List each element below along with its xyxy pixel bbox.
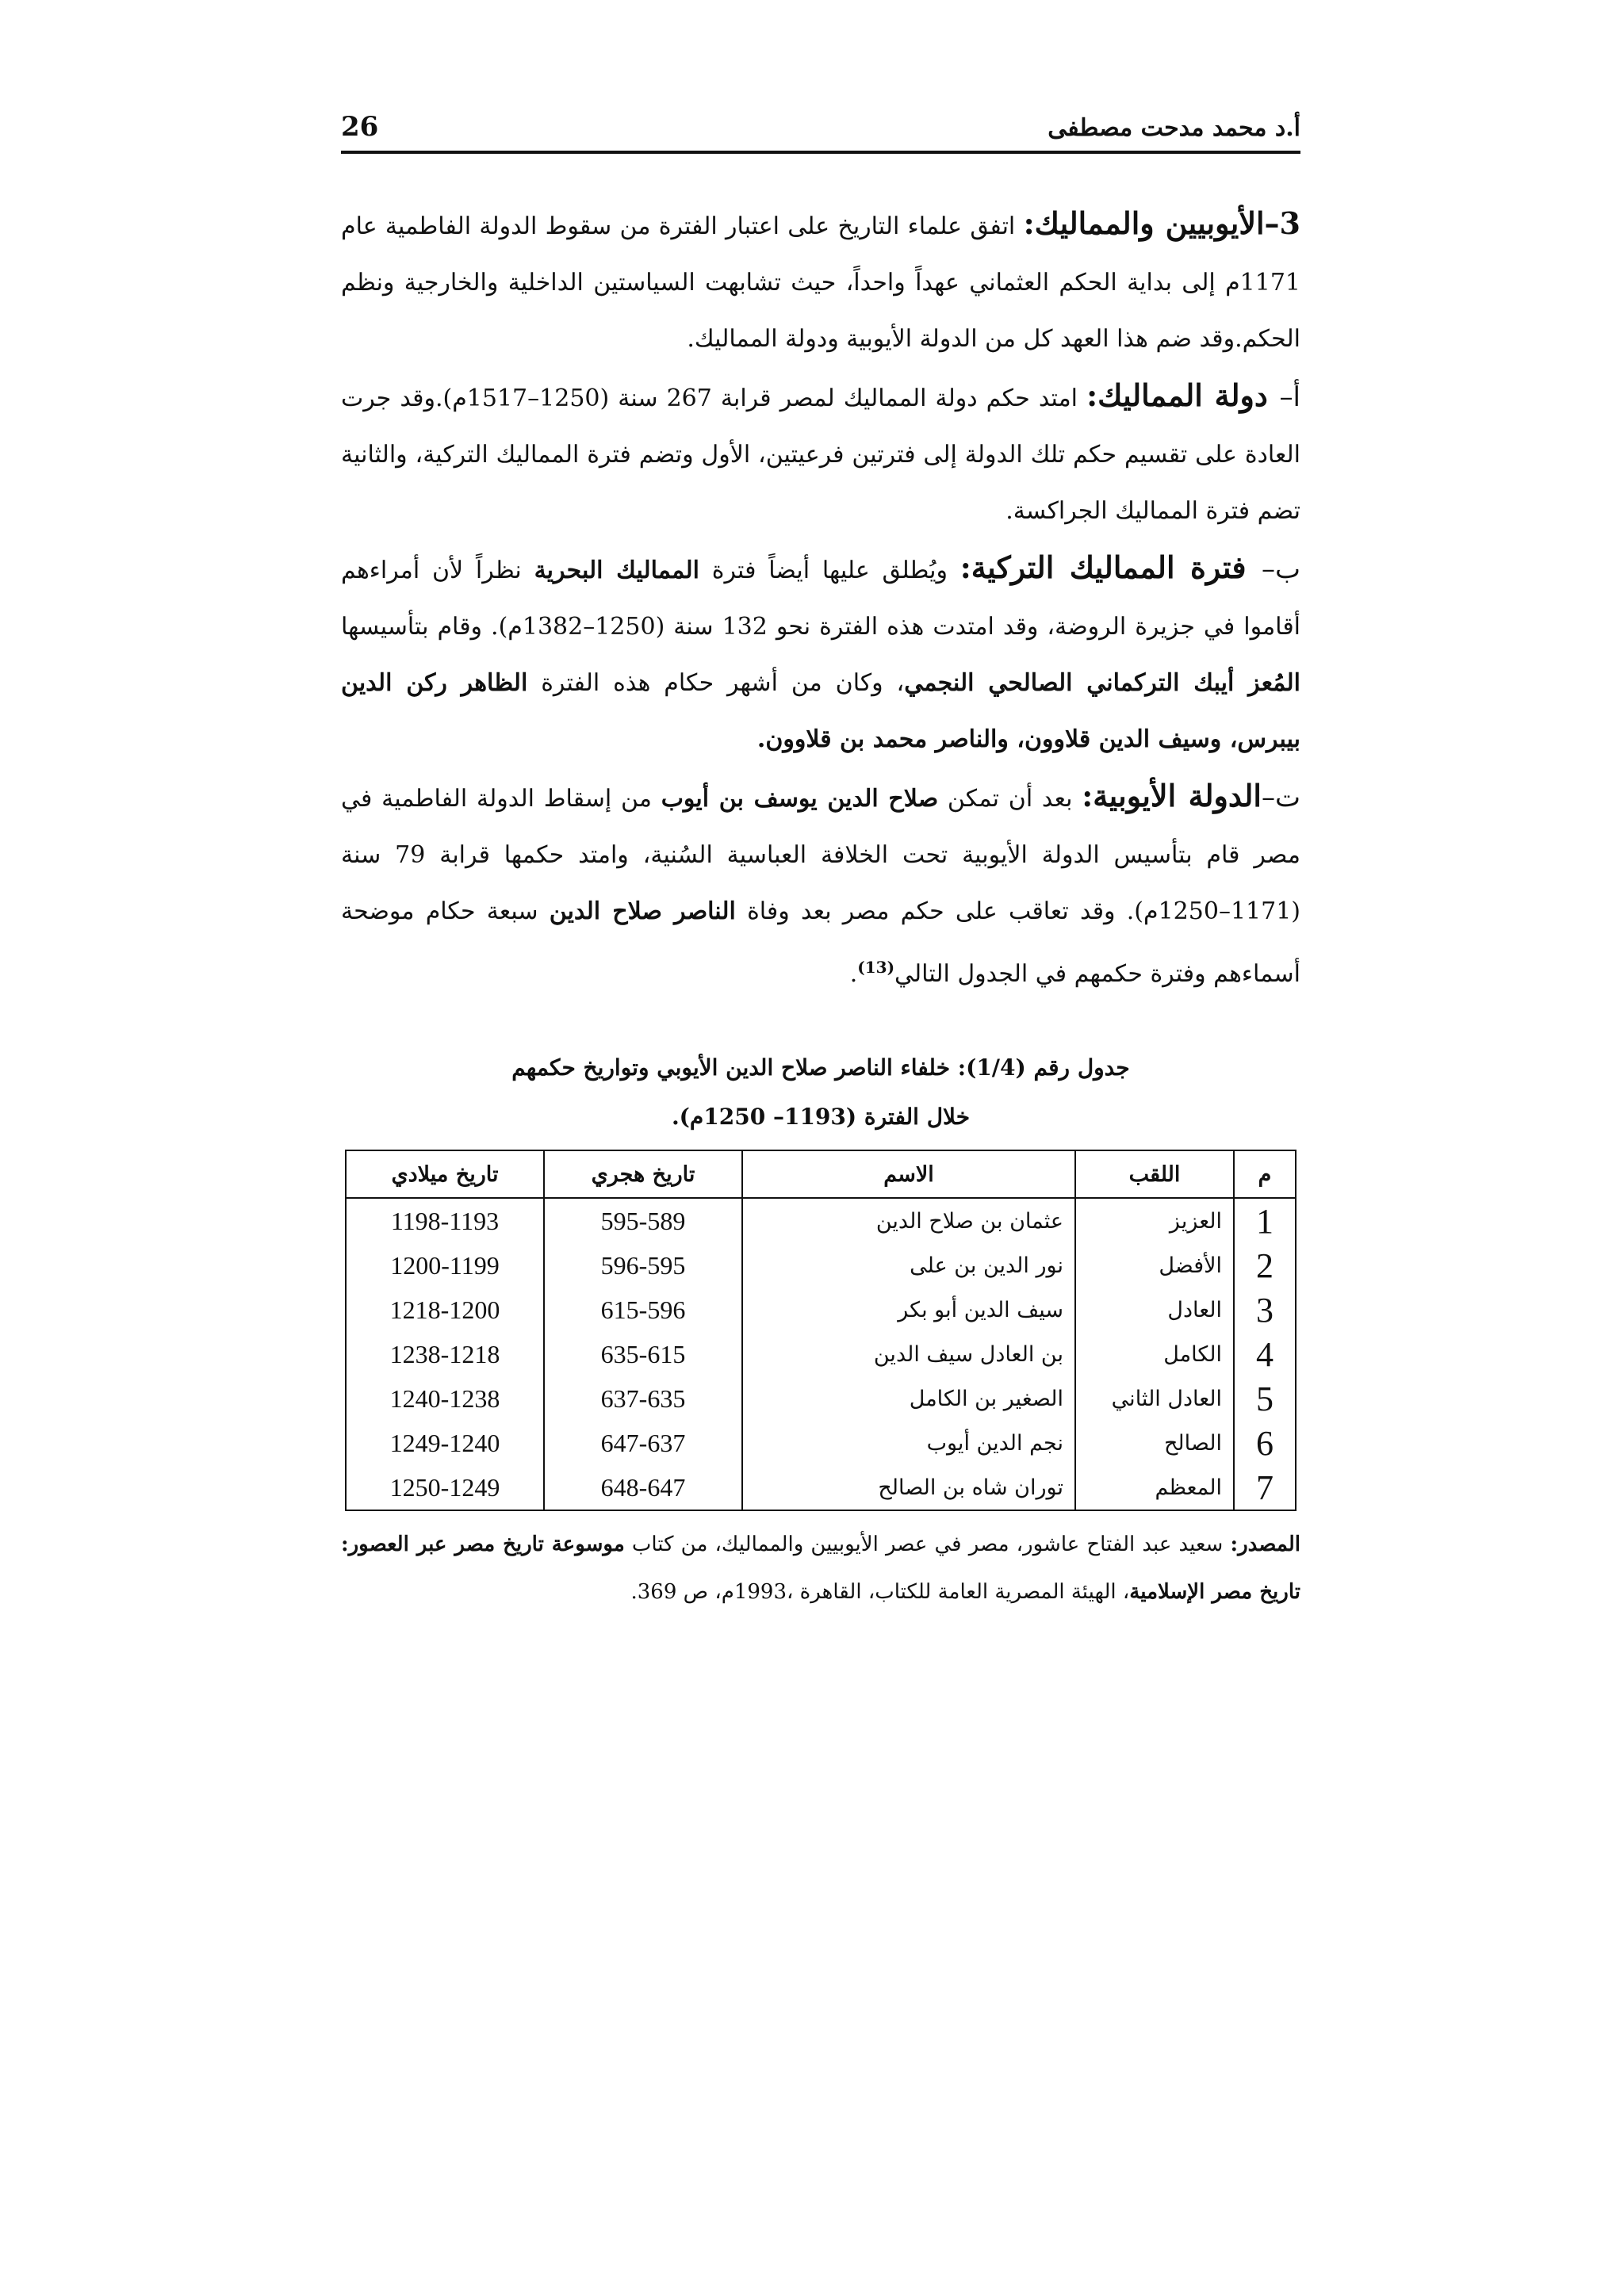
page-header: [341, 103, 1300, 154]
row-number-cell: 4: [1234, 1332, 1296, 1376]
item-heading: دولة المماليك:: [1086, 377, 1280, 413]
title-cell: العزيز: [1075, 1198, 1234, 1243]
column-header: اللقب: [1075, 1150, 1234, 1198]
rulers-table: [345, 1150, 1297, 1511]
bold-term: المماليك البحرية: [534, 557, 699, 584]
table-caption: [341, 1043, 1300, 1142]
item-text: .: [849, 960, 858, 988]
name-cell: توران شاه بن الصالح: [742, 1465, 1075, 1510]
hijri-date-cell: 635-615: [544, 1332, 742, 1376]
gregorian-date-cell: 1250-1249: [346, 1465, 544, 1510]
item-text: من إسقاط الدولة الفاطمية في مصر قام بتأسيس الدولة الأيوبية تحت الخلافة العباسية السُنية، وامتد حكمها قرابة 79 سنة (1171–1250م). وقد تعاقب على حكم مصر بعد وفاة: [341, 785, 1301, 925]
title-cell: العادل: [1075, 1288, 1234, 1332]
source-label: المصدر:: [1230, 1533, 1300, 1556]
title-cell: العادل الثاني: [1075, 1376, 1234, 1421]
table-row: [346, 1288, 1296, 1332]
hijri-date-cell: 595-589: [544, 1198, 742, 1243]
list-item-turkish-mamluks: [341, 539, 1300, 767]
name-cell: الصغير بن الكامل: [742, 1376, 1075, 1421]
gregorian-date-cell: 1240-1238: [346, 1376, 544, 1421]
footnote-ref[interactable]: (13): [857, 958, 895, 977]
title-cell: المعظم: [1075, 1465, 1234, 1510]
source-text: ، الهيئة المصرية العامة للكتاب، القاهرة ،1993م، ص 369.: [630, 1580, 1130, 1604]
section-heading: 3–الأيوبيين والمماليك:: [1023, 205, 1300, 241]
gregorian-date-cell: 1198-1193: [346, 1198, 544, 1243]
name-cell: بن العادل سيف الدين: [742, 1332, 1075, 1376]
table-row: [346, 1421, 1296, 1465]
item-text: نظراً لأن أمراءهم أقاموا في جزيرة الروضة، وقد امتدت هذه الفترة نحو 132 سنة (1250–1382م). وقام بتأسيسها: [341, 557, 1301, 641]
hijri-date-cell: 637-635: [544, 1376, 742, 1421]
list-item-mamluk-state: [341, 367, 1300, 539]
list-marker: ت–: [1261, 782, 1300, 813]
hijri-date-cell: 648-647: [544, 1465, 742, 1510]
item-text: ويُطلق عليها أيضاً فترة: [699, 557, 960, 584]
gregorian-date-cell: 1249-1240: [346, 1421, 544, 1465]
bold-term: الظاهر ركن الدين بيبرس، وسيف الدين قلاوون، والناصر محمد بن قلاوون.: [341, 669, 1300, 753]
source-text: سعيد عبد الفتاح عاشور، مصر في عصر الأيوبيين والمماليك، من كتاب: [624, 1533, 1231, 1556]
title-cell: الكامل: [1075, 1332, 1234, 1376]
title-cell: الأفضل: [1075, 1243, 1234, 1288]
body-text: [341, 195, 1300, 1002]
column-header: تاريخ هجري: [544, 1150, 742, 1198]
running-author: أ.د محمد مدحت مصطفى: [1048, 114, 1300, 142]
row-number-cell: 1: [1234, 1198, 1296, 1243]
item-text: امتد حكم دولة المماليك لمصر قرابة 267 سنة (1250–1517م).وقد جرت العادة على تقسيم حكم تلك الدولة إلى فترتين فرعيتين، الأول وتضم فترة المماليك التركية، والثانية تضم فترة المماليك الجراكسة.: [341, 385, 1300, 525]
row-number-cell: 3: [1234, 1288, 1296, 1332]
section-paragraph: [341, 195, 1300, 367]
table-body: [346, 1198, 1296, 1510]
name-cell: عثمان بن صلاح الدين: [742, 1198, 1075, 1243]
item-text: سبعة حكام موضحة أسماءهم وفترة حكمهم في الجدول التالي: [341, 897, 1300, 988]
list-item-ayyubid-state: [341, 767, 1300, 1002]
page-number: 26: [341, 111, 379, 143]
caption-line: خلال الفترة (1193– 1250م).: [671, 1104, 971, 1130]
row-number-cell: 6: [1234, 1421, 1296, 1465]
gregorian-date-cell: 1218-1200: [346, 1288, 544, 1332]
row-number-cell: 5: [1234, 1376, 1296, 1421]
document-page: [341, 95, 1300, 1616]
row-number-cell: 2: [1234, 1243, 1296, 1288]
table-row: [346, 1376, 1296, 1421]
item-heading: فترة المماليك التركية:: [959, 549, 1262, 585]
caption-line: جدول رقم (1/4): خلفاء الناصر صلاح الدين الأيوبي وتواريخ حكمهم: [511, 1054, 1130, 1081]
column-header: تاريخ ميلادي: [346, 1150, 544, 1198]
gregorian-date-cell: 1238-1218: [346, 1332, 544, 1376]
hijri-date-cell: 615-596: [544, 1288, 742, 1332]
source-book-title: موسوعة تاريخ مصر عبر العصور: تاريخ مصر الإسلامية: [341, 1533, 1300, 1604]
hijri-date-cell: 596-595: [544, 1243, 742, 1288]
hijri-date-cell: 647-637: [544, 1421, 742, 1465]
column-header: الاسم: [742, 1150, 1075, 1198]
bold-term: المُعز أيبك التركماني الصالحي النجمي: [904, 669, 1300, 697]
table-row: [346, 1465, 1296, 1510]
gregorian-date-cell: 1200-1199: [346, 1243, 544, 1288]
bold-term: صلاح الدين يوسف بن أيوب: [661, 785, 939, 813]
table-row: [346, 1332, 1296, 1376]
name-cell: سيف الدين أبو بكر: [742, 1288, 1075, 1332]
list-marker: ب–: [1262, 553, 1301, 585]
name-cell: نور الدين بن على: [742, 1243, 1075, 1288]
item-heading: الدولة الأيوبية:: [1082, 778, 1262, 813]
source-note: [341, 1521, 1300, 1616]
list-marker: أ–: [1279, 381, 1300, 413]
bold-term: الناصر صلاح الدين: [549, 897, 736, 925]
item-text: ، وكان من أشهر حكام هذه الفترة: [527, 669, 905, 697]
table-row: [346, 1243, 1296, 1288]
column-header: م: [1234, 1150, 1296, 1198]
name-cell: نجم الدين أيوب: [742, 1421, 1075, 1465]
title-cell: الصالح: [1075, 1421, 1234, 1465]
table-row: [346, 1198, 1296, 1243]
item-text: بعد أن تمكن: [938, 785, 1082, 813]
table-header-row: [346, 1150, 1296, 1198]
row-number-cell: 7: [1234, 1465, 1296, 1510]
section-text: اتفق علماء التاريخ على اعتبار الفترة من سقوط الدولة الفاطمية عام 1171م إلى بداية الحكم العثماني عهداً واحداً، حيث تشابهت السياستين الداخلية والخارجية ونظم الحكم.وقد ضم هذا العهد كل من الدولة الأيوبية ودولة المماليك.: [341, 212, 1300, 353]
